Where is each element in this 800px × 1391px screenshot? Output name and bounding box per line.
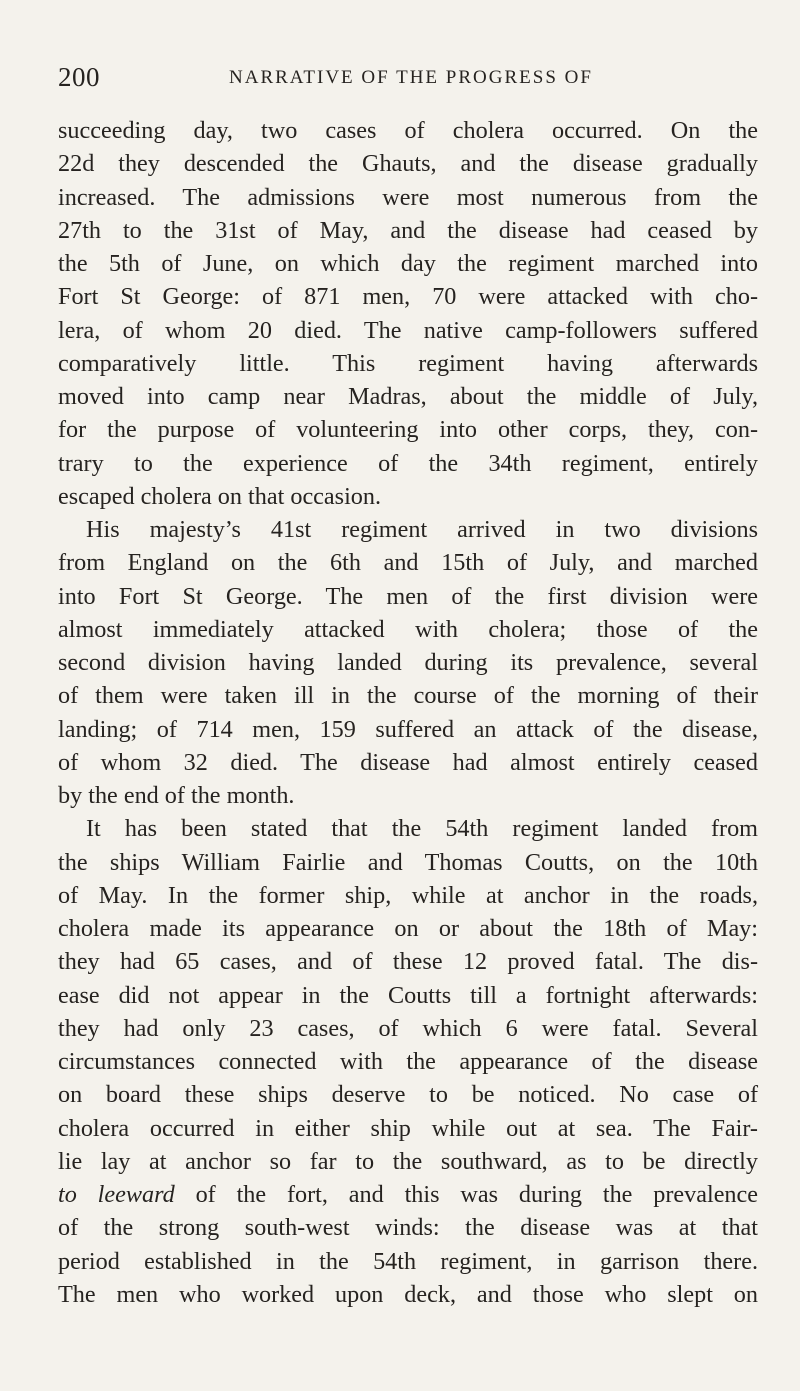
text-line: into Fort St George. The men of the first division were (58, 582, 758, 610)
text-line: The men who worked upon deck, and those who slept on (58, 1280, 758, 1308)
text-line: succeeding day, two cases of cholera occurred. On the (58, 117, 758, 144)
text-line: of them were taken ill in the course of the morning of their (58, 682, 758, 710)
text-line: comparatively little. This regiment having afterwards (58, 349, 758, 377)
text-line: It has been stated that the 54th regiment landed from (86, 815, 758, 843)
text-line: period established in the 54th regiment, in garrison there. (58, 1247, 758, 1275)
text-line: of whom 32 died. The disease had almost entirely ceased (58, 748, 758, 776)
text-line: of May. In the former ship, while at anchor in the roads, (58, 881, 758, 909)
text-line: cholera occurred in either ship while out at sea. The Fair- (58, 1114, 758, 1142)
text-line: ease did not appear in the Coutts till a fortnight afterwards: (58, 981, 758, 1009)
running-head (58, 62, 758, 98)
text-line: 27th to the 31st of May, and the disease had ceased by (58, 216, 758, 244)
text-line: on board these ships deserve to be noticed. No case of (58, 1081, 758, 1109)
text-line: from England on the 6th and 15th of July, and marched (58, 549, 758, 577)
text-line: the ships William Fairlie and Thomas Coutts, on the 10th (58, 848, 758, 876)
text-line: trary to the experience of the 34th regiment, entirely (58, 449, 758, 477)
text-line: the 5th of June, on which day the regiment marched into (58, 250, 758, 277)
text-line: moved into camp near Madras, about the middle of July, (58, 383, 758, 410)
text-line: escaped cholera on that occasion. (58, 482, 382, 510)
text-line: almost immediately attacked with cholera; those of the (58, 615, 758, 643)
text-line: they had 65 cases, and of these 12 proved fatal. The dis- (58, 948, 758, 976)
text-line: cholera made its appearance on or about the 18th of May: (58, 915, 758, 942)
text-line: second division having landed during its prevalence, several (58, 649, 758, 676)
text-line: of the strong south-west winds: the disease was at that (58, 1214, 758, 1242)
text-line: for the purpose of volunteering into other corps, they, con- (58, 416, 758, 444)
text-line-with-italic (58, 1178, 758, 1211)
running-title: NARRATIVE OF THE PROGRESS OF (229, 67, 593, 88)
body-text (58, 114, 758, 1311)
text-line: circumstances connected with the appearance of the disease (58, 1048, 758, 1075)
text-line: by the end of the month. (58, 782, 295, 809)
text-line: they had only 23 cases, of which 6 were fatal. Several (58, 1014, 758, 1042)
text-line: Fort St George: of 871 men, 70 were attacked with cho- (58, 283, 758, 311)
text-line: increased. The admissions were most numerous from the (58, 183, 758, 211)
text-line: His majesty’s 41st regiment arrived in two divisions (86, 516, 758, 543)
text-line: 22d they descended the Ghauts, and the disease gradually (58, 150, 758, 178)
italic-phrase: to leeward (58, 1181, 175, 1208)
text-line: landing; of 714 men, 159 suffered an attack of the disease, (58, 715, 758, 743)
text-line-rest: of the fort, and this was during the prevalence (195, 1181, 758, 1208)
text-line: lera, of whom 20 died. The native camp-followers suffered (58, 316, 758, 344)
page-number: 200 (58, 62, 100, 92)
text-line: lie lay at anchor so far to the southward, as to be directly (58, 1147, 758, 1175)
